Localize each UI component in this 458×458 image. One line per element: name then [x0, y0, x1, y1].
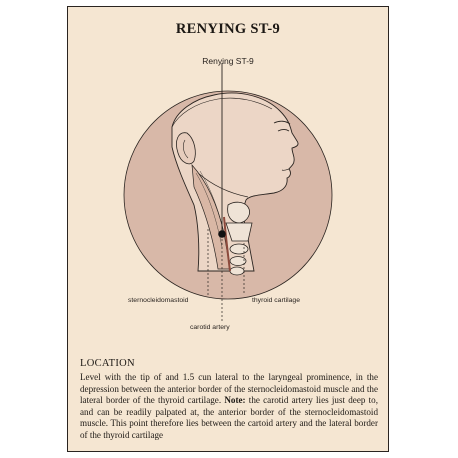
note-label: Note:: [224, 395, 246, 406]
location-note-text: the carotid artery lies just deep to, and can be readily palpated at, the anterior border of the sternocleidomastoid muscle. This point therefore lies between the cartoid artery and the lateral border of the thyroid cartilage: [80, 395, 378, 440]
point-card: [67, 6, 389, 452]
location-text-main: Level with the tip of and 1.5 cun lateral to the laryngeal prominence, in the depression between the anterior border of the sternocleidomastoid muscle and the lateral border of the thyroid cartilage.: [80, 372, 378, 406]
point-label: Renying ST-9: [202, 56, 254, 66]
location-text: [80, 372, 378, 442]
renying-point-dot: [218, 230, 226, 238]
thyroid-cartilage-label: thyroid cartilage: [252, 297, 300, 304]
card-title: RENYING ST-9: [175, 21, 281, 37]
sternocleidomastoid-label: sternocleidomastoid: [128, 297, 189, 304]
location-heading: LOCATION: [80, 358, 135, 369]
carotid-artery-label: carotid artery: [190, 324, 230, 331]
